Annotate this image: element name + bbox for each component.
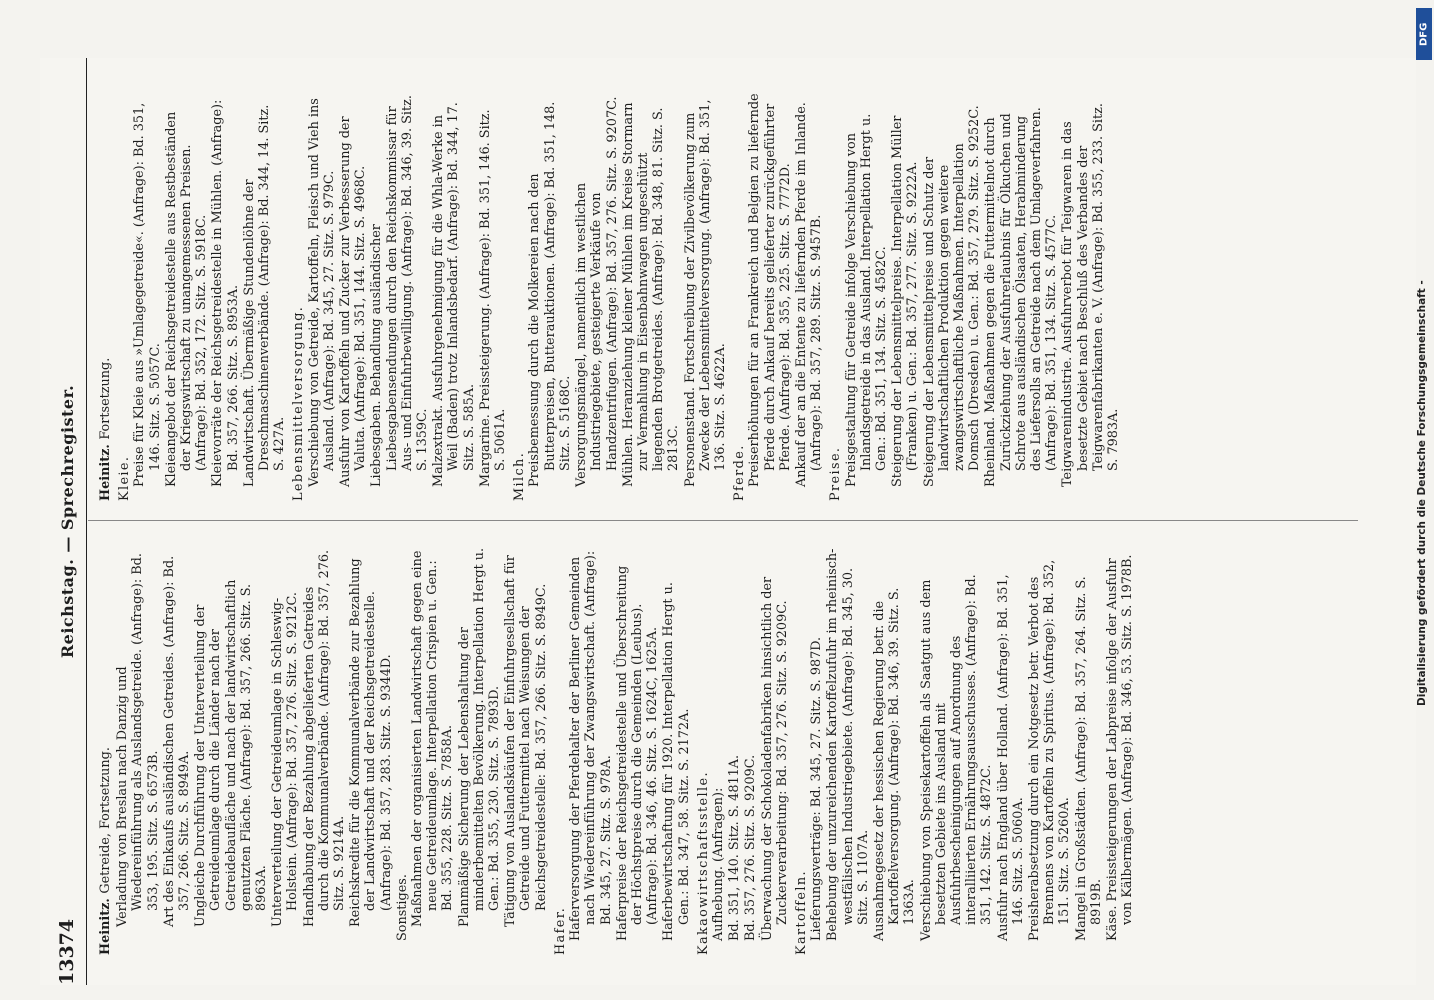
index-entry: Preisgestaltung für Getreide infolge Verschiebung von Inlandsgetreide in das Ausland. Interpellation Hergt u. Gen.: Bd. 351, 134. Sitz. S. 4582C. [843, 113, 889, 487]
page-header [52, 58, 87, 985]
section-heading: Kartoffeln. [793, 869, 809, 955]
section-continuation: Fortsetzung. [98, 357, 113, 440]
index-entry: Planmäßige Sicherung der Lebenshaltung der minderbemittelten Bevölkerung. Interpellation Hergt u. Gen.: Bd. 355, 230. Sitz. S. 7893D. [456, 547, 503, 927]
index-entry: Ungleiche Durchführung der Unterverteilung der Getreideumlage durch die Länder nach der Getreidebaufläche und nach der landwirtschaftlich genutzten Fläche. (Anfrage): Bd. 357, 266. Sitz. S. 8963A. [193, 579, 270, 927]
index-entry: Haferversorgung der Pferdehalter der Berliner Gemeinden nach Wiedereinführung der Zwangswirtschaft. (Anfrage): Bd. 345, 27. Sitz. S. 978A. [568, 550, 614, 941]
right-column [98, 93, 1360, 501]
index-entry: Rheinland. Maßnahmen gegen die Futtermittelnot durch Zurückziehung der Ausfuhrerlaubnis für Ölkuchen und Schrote aus ausländischen Ölsaaten, Herabminderung des Liefersolls an Getreide nach dem Umlageverfahren. (Anfrage): Bd. 351, 134. Sitz. S. 4577C. [983, 107, 1060, 487]
index-entry: Käse. Preissteigerungen der Labpreise infolge der Ausfuhr von Kälbermägen. (Anfrage): Bd. 346, 53. Sitz. S. 1978B. [1105, 554, 1136, 941]
index-entry: Steigerung der Lebensmittelpreise. Interpellation Müller (Franken) u. Gen.: Bd. 357, 277. Sitz. S. 9222A. [890, 115, 921, 487]
index-entry: Teigwarenindustrie. Ausfuhrverbot für Teigwaren in das besetzte Gebiet nach Beschluß des Verbandes der Teigwarenfabrikanten e. V. (Anfrage): Bd. 355, 233. Sitz. S. 7983A. [1060, 103, 1121, 487]
index-entry: Personenstand. Fortschreibung der Zivilbevölkerung zum Zwecke der Lebensmittelversorgung. (Anfrage): Bd. 351, 136. Sitz. S. 4622A. [682, 99, 728, 487]
running-title: Reichstag. — Sprechregister. [58, 384, 77, 659]
section-continuation: Getreide, Fortsetzung. [98, 747, 113, 894]
rotated-page-content [40, 58, 1416, 985]
speaker-name: Heinitz. [98, 444, 113, 501]
page-number: 13374 [56, 918, 78, 985]
index-entry: Malzextrakt. Ausfuhrgenehmigung für die Whla-Werke in Weil (Baden) trotz Inlandsbedarf. (Anfrage): Bd. 344, 17. Sitz. S. 585A. [431, 102, 477, 487]
column-heading [98, 93, 113, 501]
index-entry: Preise für Kleie aus »Umlagegetreide«. (Anfrage): Bd. 351, 146. Sitz. S. 5057C. [132, 102, 163, 487]
index-entry: Unterverteilung der Getreideumlage in Schleswig-Holstein. (Anfrage): Bd. 357, 276. Sitz. S. 9212C. [270, 592, 301, 927]
index-entry: Überwachung der Schokoladenfabriken hinsichtlich der Zuckerverarbeitung: Bd. 357, 276. Sitz. S. 9209C. [759, 576, 790, 941]
index-entry: Mangel in Großstädten. (Anfrage): Bd. 357, 264. Sitz. S. 8919B. [1073, 576, 1104, 941]
section-heading: Kakaowirtschaftsstelle. [695, 771, 711, 955]
index-entry: Ankauf der an die Entente zu liefernden Pferde im Inlande. (Anfrage): Bd. 357, 289. Sitz. S. 9457B. [793, 102, 825, 487]
section-heading: Preise. [828, 446, 844, 501]
index-entry: Ausfuhr von Kartoffeln und Zucker zur Verbesserung der Valuta. (Anfrage): Bd. 351, 144. Sitz. S. 4968C. [338, 116, 369, 487]
index-entry: Margarine. Preissteigerung. (Anfrage): Bd. 351, 146. Sitz. S. 5061A. [477, 109, 509, 487]
dfg-logo: DFG [1416, 8, 1432, 60]
index-entry: Lieferungsverträge: Bd. 345, 27. Sitz. S. 987D. [809, 636, 825, 941]
index-entry: Tätigung von Auslandskäufen der Einfuhrgesellschaft für Getreide und Futtermittel nach Weisungen der Reichsgetreidestelle: Bd. 357, 266. Sitz. S. 8949C. [503, 555, 549, 927]
index-entry: Kleieangebot der Reichsgetreidestelle aus Restbeständen der Kriegswirtschaft zu unangemessenen Preisen. (Anfrage): Bd. 352, 172. Sitz. S. 5918C. [163, 111, 210, 487]
index-entry: Art des Einkaufs ausländischen Getreides. (Anfrage): Bd. 357, 266. Sitz. S. 8949A. [161, 555, 193, 927]
index-entry: Mühlen. Heranziehung kleiner Mühlen im Kreise Stormarn zur Vermahlung in Eisenbahnwagen ungeschützt liegenden Brotgetreides. (Anfrage): Bd. 348, 81. Sitz. S. 2813C. [620, 102, 682, 487]
index-entry: Reichskredite für die Kommunalverbände zur Bezahlung der Landwirtschaft und der Reichsgetreidestelle. (Anfrage): Bd. 357, 283. Sitz. S. 9344D. [348, 558, 394, 927]
index-entry: Sonstiges. [394, 874, 410, 941]
digitization-credit: Digitalisierung gefördert durch die Deutsche Forschungsgemeinschaft - [1416, 280, 1428, 706]
index-entry: Liebesgaben. Behandlung ausländischer Liebesgabensendungen durch den Reichskommissar für Aus- und Einfuhrbewilligung. (Anfrage): Bd. 346, 39. Sitz. S. 1359C. [369, 95, 431, 487]
column-heading [98, 547, 113, 955]
index-entry: Preisbemessung durch die Molkereien nach den Butterpreisen, Butterauktionen. (Anfrage): Bd. 351, 148. Sitz. S. 5168C. [527, 101, 573, 487]
section-heading: Lebensmittelversorgung. [291, 305, 307, 501]
index-entry: Haferbewirtschaftung für 1920. Interpellation Hergt u. Gen.: Bd. 347, 58. Sitz. S. 2172A. [661, 582, 692, 941]
section-heading: Milch. [512, 451, 528, 501]
index-entry: Bd. 357, 276. Sitz. S. 9209C. [743, 754, 759, 941]
index-entry: Haferpreise der Reichsgetreidestelle und Überschreitung der Höchstpreise durch die Gemeinden (Leubus). (Anfrage): Bd. 346, 46. Sitz. S. 1624C, 1625A. [614, 565, 661, 941]
index-entry: Verladung von Breslau nach Danzig und Wiedereinführung als Auslandsgetreide. (Anfrage): Bd. 353, 195. Sitz. S. 6573B. [115, 553, 161, 927]
index-entry: Maßnahmen der organisierten Landwirtschaft gegen eine neue Getreideumlage. Interpellation Crispien u. Gen.: Bd. 355, 228. Sitz. S. 7858A. [410, 550, 456, 927]
digitization-sidebar [1414, 0, 1434, 1000]
speaker-name: Heinitz. [98, 898, 113, 955]
index-entry: Handhabung der Bezahlung abgelieferten Getreides durch die Kommunalverbände. (Anfrage): Bd. 357, 276. Sitz. S. 9214A. [301, 549, 348, 927]
section-heading: Kleie. [117, 455, 133, 501]
index-entry: Aufhebung. (Anfragen): [710, 787, 726, 941]
section-heading: Pferde. [732, 444, 748, 501]
index-entry: Ausnahmegesetz der hessischen Regierung betr. die Kartoffelversorgung. (Anfrage): Bd. 346, 39. Sitz. S. 1363A. [871, 587, 918, 941]
index-entry: Ausfuhr nach England über Holland. (Anfrage): Bd. 351, 146. Sitz. S. 5060A. [995, 574, 1026, 941]
index-entry: Behebung der unzureichenden Kartoffelzufuhr im rheinisch-westfälischen Industriegebiete. (Anfrage): Bd. 345, 30. Sitz. S. 1107A. [825, 548, 871, 941]
index-entry: Kleievorräte der Reichsgetreidestelle in Mühlen. (Anfrage): Bd. 357, 266. Sitz. S. 8953A. [210, 99, 241, 487]
index-entry: Preisherabsetzung durch ein Notgesetz betr. Verbot des Brennens von Kartoffeln zu Spiritus. (Anfrage): Bd. 352, 151. Sitz. S. 5260A. [1026, 559, 1073, 941]
index-entry: Verschiebung von Speisekartoffeln als Saatgut aus dem besetzten Gebiete ins Ausland mit Ausfuhrbescheinigungen auf Anordnung des interalliierten Ernährungsausschusses. (Anfrage): Bd. 351, 142. Sitz. S. 4872C. [918, 574, 995, 941]
left-entries [115, 547, 1135, 955]
right-entries [117, 93, 1121, 501]
index-entry: Verschiebung von Getreide, Kartoffeln, Fleisch und Vieh ins Ausland. (Anfrage): Bd. 345, 27. Sitz. S. 979C. [306, 98, 337, 487]
index-entry: Bd. 351, 140. Sitz. S. 4811A. [727, 754, 743, 941]
left-column [98, 547, 1360, 955]
index-entry: Steigerung der Lebensmittelpreise und Schutz der landwirtschaftlichen Produktion gegen weitere zwangswirtschaftliche Maßnahmen. Interpellation Domsch (Dresden) u. Gen.: Bd. 357, 279. Sitz. S. 9252C. [921, 105, 983, 487]
index-entry: Landwirtschaft. Übermäßige Stundenlöhne der Dreschmaschinenverbände. (Anfrage): Bd. 344, 14. Sitz. S. 427A. [241, 104, 288, 487]
index-entry: Preiserhöhungen für an Frankreich und Belgien zu liefernde Pferde durch Ankauf bereits gelieferter zurückgeführter Pferde. (Anfrage): Bd. 355, 225. Sitz. S. 7772D. [747, 93, 793, 487]
column-divider [88, 520, 1358, 521]
index-entry: Versorgungsmängel, namentlich im westlichen Industriegebiete, gesteigerte Verkäufe von Handzentrifugen. (Anfrage): Bd. 357, 276. Sitz. S. 9207C. [574, 96, 620, 487]
section-heading: Hafer. [552, 906, 568, 955]
